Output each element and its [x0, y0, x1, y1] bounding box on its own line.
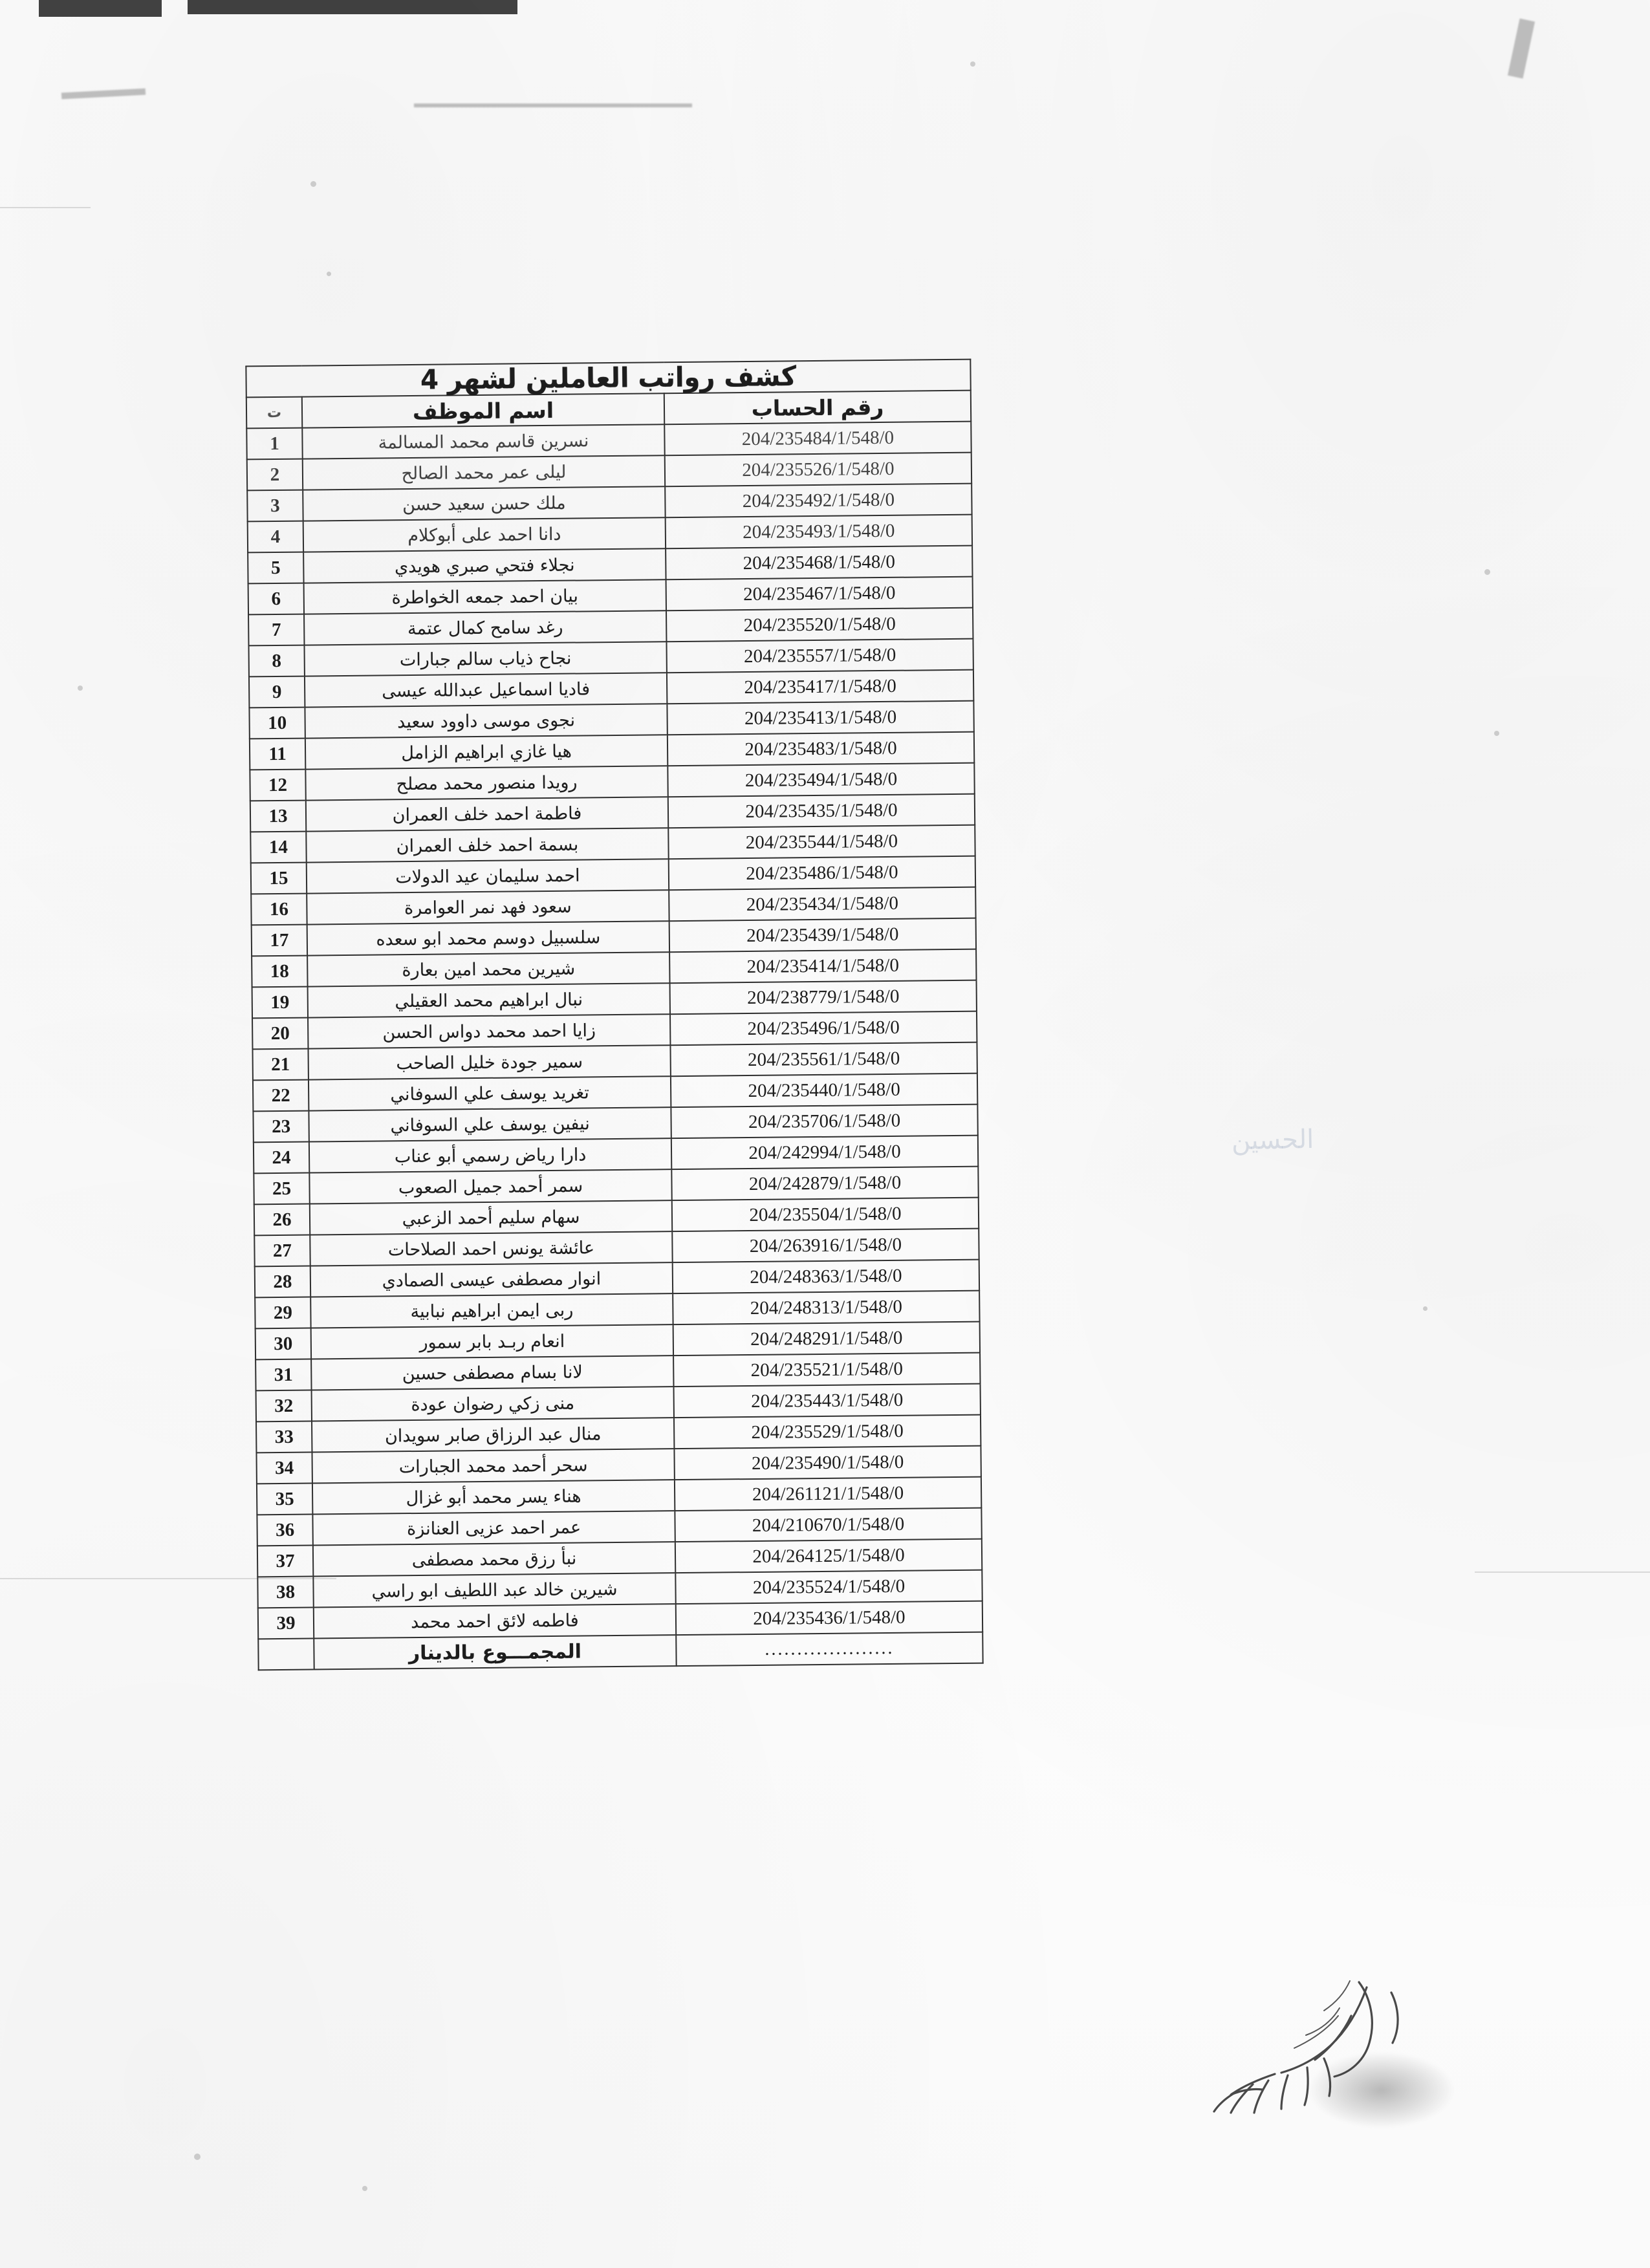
cell-account: 204/235417/1/548/0 — [667, 670, 973, 704]
cell-sequence: 7 — [248, 614, 304, 646]
cell-sequence: 15 — [251, 863, 307, 894]
scan-speck-3 — [78, 686, 83, 691]
cell-sequence: 35 — [257, 1484, 312, 1515]
column-header-account: رقم الحساب — [664, 391, 971, 425]
scan-speck-8 — [362, 2186, 367, 2191]
cell-sequence: 9 — [249, 676, 305, 708]
cell-account: 204/238779/1/548/0 — [670, 980, 977, 1015]
cell-sequence: 39 — [258, 1608, 314, 1639]
cell-sequence: 32 — [256, 1390, 312, 1422]
cell-account: 204/235706/1/548/0 — [671, 1105, 977, 1139]
cell-sequence: 34 — [256, 1453, 312, 1484]
table-body — [246, 422, 982, 1639]
cell-sequence: 25 — [254, 1173, 309, 1205]
total-value: .................... — [676, 1632, 982, 1667]
cell-account: 204/235524/1/548/0 — [675, 1570, 982, 1604]
cell-employee-name: دانا احمد على أبوكلام — [303, 517, 666, 552]
cell-employee-name: زايا احمد محمد دواس الحسن — [308, 1014, 670, 1048]
cell-account: 204/235521/1/548/0 — [673, 1353, 980, 1387]
cell-account: 204/235486/1/548/0 — [669, 856, 975, 891]
cell-sequence: 4 — [248, 521, 303, 553]
cell-sequence: 11 — [250, 739, 305, 770]
cell-employee-name: سمير جودة خليل الصاحب — [308, 1045, 670, 1079]
cell-account: 204/235467/1/548/0 — [666, 577, 973, 611]
cell-account: 204/235443/1/548/0 — [674, 1384, 981, 1418]
total-row — [258, 1632, 982, 1670]
cell-sequence: 36 — [257, 1515, 312, 1546]
cell-employee-name: منال عبد الرزاق صابر سويدان — [312, 1418, 674, 1452]
scan-speck-6 — [1423, 1306, 1427, 1311]
cell-employee-name: شيرين محمد امين بعارة — [307, 952, 669, 986]
cell-employee-name: لانا بسام مصطفى حسين — [311, 1355, 673, 1390]
cell-sequence: 8 — [248, 645, 304, 677]
cell-employee-name: سهام سليم أحمد الزعبي — [310, 1200, 672, 1235]
table-foot — [258, 1632, 982, 1670]
cell-sequence: 16 — [251, 894, 307, 925]
cell-sequence: 26 — [254, 1204, 310, 1236]
salary-table — [245, 359, 983, 1671]
cell-sequence: 23 — [253, 1111, 309, 1143]
total-seq-empty — [258, 1639, 314, 1670]
cell-employee-name: احمد سليمان عيد الدولات — [307, 859, 669, 893]
cell-account: 204/235436/1/548/0 — [676, 1601, 982, 1636]
scan-artifact-streak-1 — [61, 89, 146, 100]
cell-sequence: 12 — [250, 770, 305, 801]
cell-account: 204/235526/1/548/0 — [665, 453, 972, 487]
cell-sequence: 31 — [255, 1359, 311, 1391]
cell-employee-name: رغد سامح كمال عتمة — [304, 610, 666, 645]
cell-employee-name: رويدا منصور محمد مصلح — [305, 766, 668, 800]
cell-account: 204/242994/1/548/0 — [671, 1136, 978, 1170]
cell-employee-name: انوار مصطفى عيسى الصمادي — [310, 1262, 673, 1297]
scan-fold-line-top — [0, 207, 91, 208]
cell-account: 204/235413/1/548/0 — [667, 701, 973, 735]
cell-sequence: 38 — [257, 1577, 313, 1608]
cell-account: 204/235484/1/548/0 — [664, 422, 971, 456]
cell-employee-name: نجوى موسى داوود سعيد — [305, 704, 667, 738]
cell-employee-name: فاطمه لائق احمد محمد — [314, 1604, 676, 1638]
cell-account: 204/235504/1/548/0 — [672, 1198, 979, 1232]
cell-employee-name: تغريد يوسف علي السوفاني — [309, 1076, 671, 1110]
cell-sequence: 13 — [250, 801, 306, 832]
cell-sequence: 29 — [255, 1297, 310, 1329]
document-title-text: كشف رواتب العاملين لشهر 4 — [420, 361, 797, 396]
cell-employee-name: سمر أحمد جميل الصعوب — [309, 1169, 671, 1204]
cell-account: 204/235434/1/548/0 — [669, 887, 975, 922]
cell-account: 204/235529/1/548/0 — [674, 1415, 981, 1449]
cell-employee-name: سلسبيل دوسم محمد ابو سعده — [307, 921, 669, 955]
table-head — [246, 360, 971, 429]
cell-employee-name: عمر احمد عزيى العنانزة — [312, 1511, 675, 1545]
cell-account: 204/261121/1/548/0 — [675, 1477, 981, 1511]
cell-employee-name: دارا رياض رسمي أبو عناب — [309, 1138, 671, 1172]
cell-account: 204/235439/1/548/0 — [669, 918, 976, 953]
cell-employee-name: هناء يسر محمد أبو غزال — [312, 1480, 675, 1514]
cell-account: 204/210670/1/548/0 — [675, 1508, 981, 1542]
scan-speck-7 — [194, 2154, 201, 2160]
cell-sequence: 10 — [249, 707, 305, 739]
cell-sequence: 3 — [247, 490, 303, 522]
cell-employee-name: نبال ابراهيم محمد العقيلي — [308, 983, 670, 1017]
cell-sequence: 1 — [246, 428, 302, 460]
cell-employee-name: نجاح ذياب سالم جبارات — [304, 642, 666, 676]
scan-speck-1 — [310, 181, 316, 187]
column-header-name: اسم الموظف — [302, 393, 664, 427]
scan-speck-2 — [327, 272, 331, 276]
cell-sequence: 5 — [248, 552, 303, 584]
cell-employee-name: منى زكي رضوان عودة — [312, 1387, 674, 1421]
cell-sequence: 30 — [255, 1328, 311, 1360]
cell-employee-name: نبأ رزق محمد مصطفى — [313, 1542, 675, 1576]
cell-account: 204/235544/1/548/0 — [668, 825, 975, 859]
cell-account: 204/264125/1/548/0 — [675, 1539, 982, 1573]
cell-employee-name: سعود فهد نمر العوامرة — [307, 890, 669, 924]
cell-employee-name: بيان احمد جمعه الخواطرة — [304, 579, 666, 614]
cell-account: 204/235520/1/548/0 — [666, 608, 973, 642]
cell-account: 204/248291/1/548/0 — [673, 1322, 980, 1356]
cell-employee-name: عائشة يونس احمد الصلاحات — [310, 1231, 672, 1266]
cell-sequence: 14 — [250, 832, 306, 863]
cell-account: 204/235494/1/548/0 — [668, 763, 974, 797]
scan-artifact-streak-2 — [414, 103, 692, 107]
cell-account: 204/235483/1/548/0 — [668, 732, 974, 766]
cell-account: 204/235468/1/548/0 — [666, 546, 972, 580]
cell-account: 204/242879/1/548/0 — [671, 1167, 978, 1201]
total-label: المجمـــوع بالدينار — [314, 1635, 676, 1669]
cell-sequence: 37 — [257, 1546, 313, 1577]
scan-artifact-top-left — [39, 0, 162, 17]
scan-speck-4 — [1484, 569, 1490, 575]
cell-employee-name: نيفين يوسف علي السوفاني — [309, 1107, 671, 1141]
cell-employee-name: نسرين قاسم محمد المسالمة — [302, 424, 664, 459]
scan-fold-line-right — [1475, 1571, 1650, 1573]
cell-employee-name: نجلاء فتحي صبري هويدي — [303, 548, 666, 583]
cell-sequence: 2 — [247, 459, 303, 491]
cell-employee-name: ليلى عمر محمد الصالح — [303, 455, 665, 490]
cell-sequence: 27 — [254, 1235, 310, 1267]
cell-employee-name: شيرين خالد عبد اللطيف ابو راسي — [313, 1573, 675, 1607]
salary-table-container — [246, 359, 983, 1671]
cell-sequence: 19 — [252, 987, 308, 1019]
cell-sequence: 21 — [252, 1049, 308, 1081]
cell-sequence: 28 — [255, 1266, 310, 1298]
cell-account: 204/235435/1/548/0 — [668, 794, 975, 828]
cell-employee-name: فاديا اسماعيل عبدالله عيسى — [305, 673, 667, 707]
cell-account: 204/235492/1/548/0 — [665, 484, 972, 518]
cell-account: 204/248363/1/548/0 — [673, 1260, 979, 1294]
cell-sequence: 33 — [256, 1421, 312, 1453]
cell-sequence: 17 — [252, 925, 307, 956]
cell-account: 204/235561/1/548/0 — [670, 1042, 977, 1077]
page-watermark: الحسين — [1231, 1125, 1314, 1156]
cell-sequence: 18 — [252, 956, 307, 988]
cell-account: 204/235557/1/548/0 — [666, 639, 973, 673]
cell-account: 204/235490/1/548/0 — [674, 1446, 981, 1480]
cell-employee-name: انعام ربـد بابر سمور — [311, 1324, 673, 1359]
cell-employee-name: ربى ايمن ابراهيم نبابية — [310, 1293, 673, 1328]
scan-speck-9 — [970, 61, 975, 67]
cell-sequence: 22 — [253, 1080, 309, 1112]
cell-account: 204/248313/1/548/0 — [673, 1291, 979, 1325]
scan-artifact-top-mid — [188, 0, 517, 14]
cell-employee-name: فاطمة احمد خلف العمران — [306, 797, 668, 831]
cell-account: 204/235414/1/548/0 — [669, 949, 976, 984]
scan-artifact-streak-3 — [1508, 18, 1535, 78]
cell-account: 204/235496/1/548/0 — [670, 1011, 977, 1046]
cell-account: 204/235440/1/548/0 — [671, 1074, 977, 1108]
cell-sequence: 24 — [254, 1142, 309, 1174]
column-header-seq: ت — [246, 397, 302, 429]
scan-speck-5 — [1494, 731, 1499, 736]
cell-employee-name: سحر أحمد محمد الجبارات — [312, 1449, 674, 1483]
cell-employee-name: هيا غازي ابراهيم الزامل — [305, 735, 668, 769]
cell-sequence: 20 — [252, 1018, 308, 1050]
cell-account: 204/235493/1/548/0 — [666, 515, 972, 549]
cell-employee-name: بسمة احمد خلف العمران — [306, 828, 668, 862]
cell-employee-name: ملك حسن سعيد حسن — [303, 486, 665, 521]
cell-sequence: 6 — [248, 583, 304, 615]
handwritten-signature-icon — [1197, 1971, 1417, 2119]
cell-account: 204/263916/1/548/0 — [672, 1229, 979, 1263]
